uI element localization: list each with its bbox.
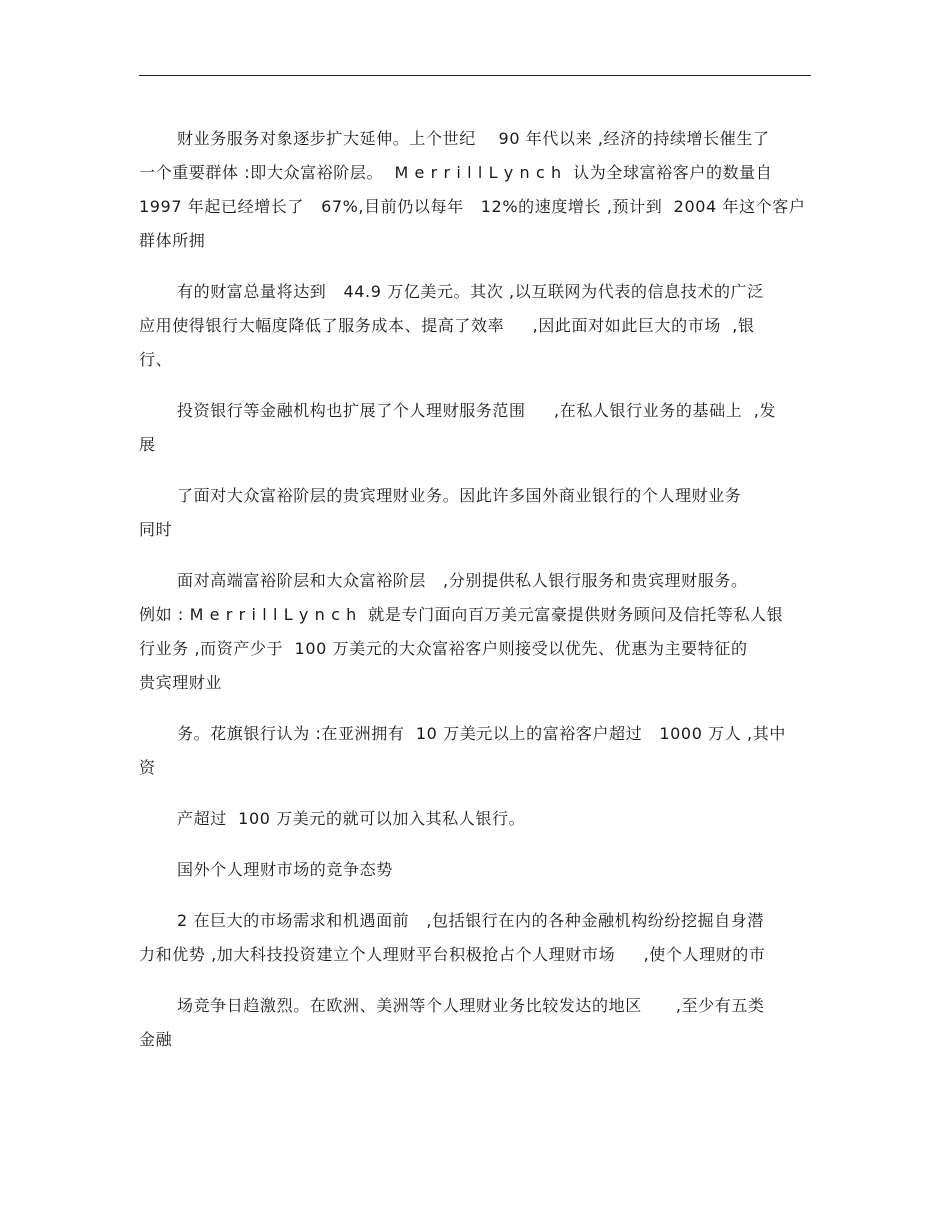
text-line: 投资银行等金融机构也扩展了个人理财服务范围 ,在私人银行业务的基础上 ,发 [177, 401, 776, 420]
text-line: 贵宾理财业 [139, 673, 223, 692]
text-line: 面对高端富裕阶层和大众富裕阶层 ,分别提供私人银行服务和贵宾理财服务。 [177, 571, 748, 590]
text-line: 了面对大众富裕阶层的贵宾理财业务。因此许多国外商业银行的个人理财业务 [177, 486, 742, 505]
text-line: 场竞争日趋激烈。在欧洲、美洲等个人理财业务比较发达的地区 ,至少有五类 [177, 996, 765, 1015]
text-line: 资 [139, 758, 156, 777]
paragraph [139, 853, 804, 887]
paragraph [139, 394, 804, 462]
text-line: 例如 : M e r r i l l L y n c h 就是专门面向百万美元富豪提供财务顾问及信托等私人银 [139, 605, 784, 624]
text-line: 1997 年起已经增长了 67%,目前仍以每年 12%的速度增长 ,预计到 2004 年这个客户 [139, 197, 806, 216]
paragraph [139, 717, 804, 785]
paragraph [139, 275, 804, 377]
text-line: 2 在巨大的市场需求和机遇面前 ,包括银行在内的各种金融机构纷纷挖掘自身潜 [177, 911, 765, 930]
text-line: 行业务 ,而资产少于 100 万美元的大众富裕客户则接受以优先、优惠为主要特征的 [139, 639, 748, 658]
document-body [139, 122, 804, 1074]
text-line: 应用使得银行大幅度降低了服务成本、提高了效率 ,因此面对如此巨大的市场 ,银 [139, 316, 755, 335]
text-line: 产超过 100 万美元的就可以加入其私人银行。 [177, 809, 526, 828]
text-line: 同时 [139, 520, 173, 539]
paragraph [139, 904, 804, 972]
paragraph [139, 122, 804, 258]
text-line: 群体所拥 [139, 231, 206, 250]
text-line: 国外个人理财市场的竞争态势 [177, 860, 393, 879]
text-line: 金融 [139, 1030, 173, 1049]
text-line: 有的财富总量将达到 44.9 万亿美元。其次 ,以互联网为代表的信息技术的广泛 [177, 282, 764, 301]
paragraph [139, 989, 804, 1057]
text-line: 力和优势 ,加大科技投资建立个人理财平台积极抢占个人理财市场 ,使个人理财的市 [139, 945, 766, 964]
paragraph [139, 564, 804, 700]
text-line: 行、 [139, 350, 173, 369]
paragraph [139, 479, 804, 547]
text-line: 展 [139, 435, 156, 454]
text-line: 务。花旗银行认为 :在亚洲拥有 10 万美元以上的富裕客户超过 1000 万人 ,其中 [177, 724, 786, 743]
text-line: 一个重要群体 :即大众富裕阶层。 M e r r i l l L y n c h 认为全球富裕客户的数量自 [139, 163, 773, 182]
paragraph [139, 802, 804, 836]
header-rule [139, 75, 811, 76]
text-line: 财业务服务对象逐步扩大延伸。上个世纪 90 年代以来 ,经济的持续增长催生了 [177, 129, 770, 148]
